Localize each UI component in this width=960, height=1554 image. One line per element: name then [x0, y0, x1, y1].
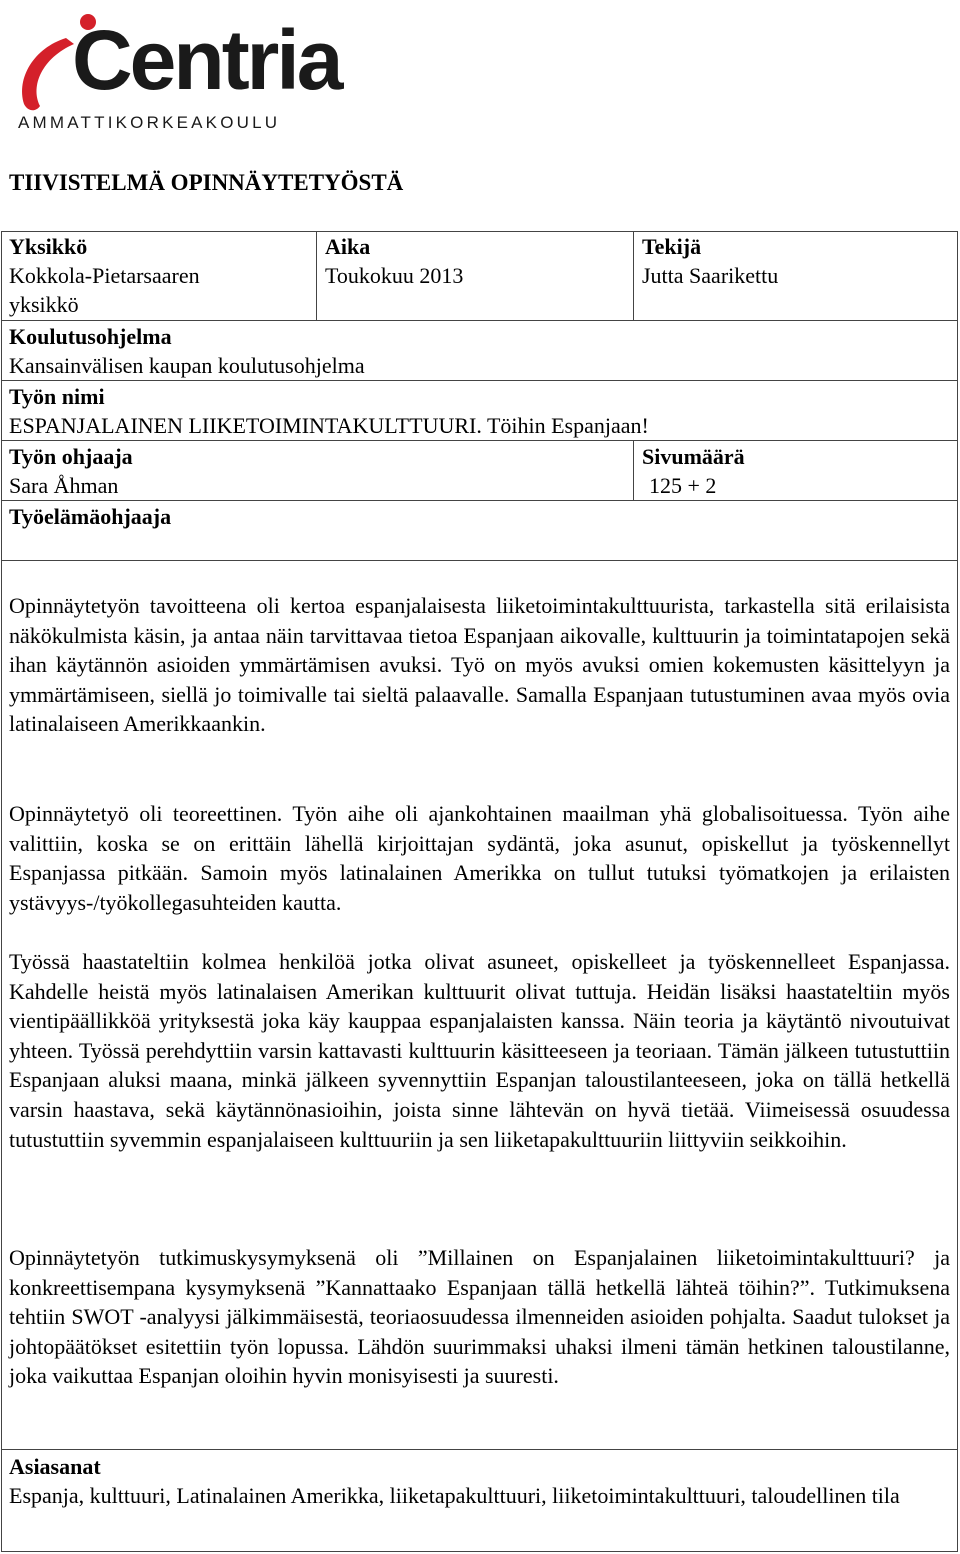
time-label: Aika: [325, 234, 371, 259]
keywords-label: Asiasanat: [9, 1454, 101, 1479]
work-life-supervisor-label: Työelämäohjaaja: [9, 504, 172, 529]
row-divider: [1, 500, 958, 501]
column-divider: [633, 440, 634, 500]
program-label: Koulutusohjelma: [9, 324, 172, 349]
program-value: Kansainvälisen kaupan koulutusohjelma: [9, 353, 365, 378]
supervisor-value: Sara Åhman: [9, 473, 119, 498]
row-divider: [1, 1449, 958, 1450]
author-label: Tekijä: [642, 234, 702, 259]
time-value: Toukokuu 2013: [325, 263, 464, 288]
row-divider: [1, 560, 958, 561]
abstract-paragraph-3: Työssä haastateltiin kolmea henkilöä jotka olivat asuneet, opiskelleet ja työskennelleet Espanjassa. Kahdelle heistä myös latinalaisen Amerikan kulttuurit olivat tuttuja. Heidän lisäksi haastateltiin myös vientipäällikköä yrityksestä joka käy kauppaa espanjalaisten kanssa. Näin teoria ja käytäntö nivoutuivat yhteen. Työssä perehdyttiin varsin kattavasti kulttuurin käsitteeseen ja teoriaan. Tämän jälkeen tutustuttiin Espanjaan aluksi maana, minkä jälkeen syvennyttiin Espanjan taloustilanteeseen, joka on tällä hetkellä varsin haastava, sekä käytännönasioihin, joista sinne lähtevän on hyvä tietää. Viimeisessä osuudessa tutustuttiin syvemmin espanjalaiseen kulttuuriin ja sen liiketapakulttuuriin liittyviin seikkoihin.: [9, 949, 950, 1152]
row-divider: [1, 320, 958, 321]
document-title: TIIVISTELMÄ OPINNÄYTETYÖSTÄ: [9, 170, 404, 195]
pages-value: 125 + 2: [649, 473, 717, 498]
logo-subtitle: AMMATTIKORKEAKOULU: [18, 113, 281, 132]
abstract-paragraph-2: Opinnäytetyö oli teoreettinen. Työn aihe oli ajankohtainen maailman yhä globalisoituessa. Työn aihe valittiin, koska se on erittäin lähellä kirjoittajan sydäntä, joka asunut, opiskellut ja työskennellyt Espanjassa pitkään. Samoin myös latinalainen Amerikka on tullut tutuksi työmatkojen ja erilaisten ystävyys-/työkollegasuhteiden kautta.: [9, 801, 950, 915]
work-name-value: ESPANJALAINEN LIIKETOIMINTAKULTTUURI. Töihin Espanjaan!: [9, 413, 649, 438]
unit-label: Yksikkö: [9, 234, 88, 259]
pages-label: Sivumäärä: [642, 444, 745, 469]
author-value: Jutta Saarikettu: [642, 263, 779, 288]
work-name-label: Työn nimi: [9, 384, 105, 409]
keywords-value: Espanja, kulttuuri, Latinalainen Amerikka, liiketapakulttuuri, liiketoimintakulttuuri, taloudellinen tila: [9, 1483, 900, 1508]
centria-logo: [14, 8, 384, 133]
column-divider: [633, 231, 634, 320]
unit-value-line1: Kokkola-Pietarsaaren: [9, 263, 200, 288]
logo-wordmark: Centria: [72, 13, 341, 107]
abstract-paragraph-1: Opinnäytetyön tavoitteena oli kertoa espanjalaisesta liiketoimintakulttuurista, tarkastella sitä erilaisista näkökulmista käsin, ja antaa näin tarvittavaa tietoa Espanjaan aikovalle, kulttuurin ja toimintatapojen sekä ihan käytännön asioiden ymmärtämisen avuksi. Työ on myös avuksi omien kokemusten käsittelyyn ja ymmärtämiseen, siellä jo toimivalle tai sieltä palaavalle. Samalla Espanjaan tutustuminen avaa myös ovia latinalaiseen Amerikkaankin.: [9, 593, 950, 737]
column-divider: [316, 231, 317, 320]
abstract-paragraph-4: Opinnäytetyön tutkimuskysymyksenä oli ”Millainen on Espanjalainen liiketoimintakulttuuri? ja konkreettisempana kysymyksenä ”Kannattaako Espanjaan tällä hetkellä lähteä töihin?”. Tutkimuksena tehtiin SWOT -analyysi jälkimmäisestä, teoriaosuudessa ilmenneiden asioiden pohjalta. Saadut tulokset ja johtopäätökset esitettiin työn lopussa. Lähdön suurimmaksi uhaksi ilmeni tämän hetkinen taloustilanne, joka vaikuttaa Espanjan oloihin hyvin monisyisesti ja suuresti.: [9, 1245, 950, 1389]
supervisor-label: Työn ohjaaja: [9, 444, 133, 469]
unit-value-line2: yksikkö: [9, 292, 79, 317]
